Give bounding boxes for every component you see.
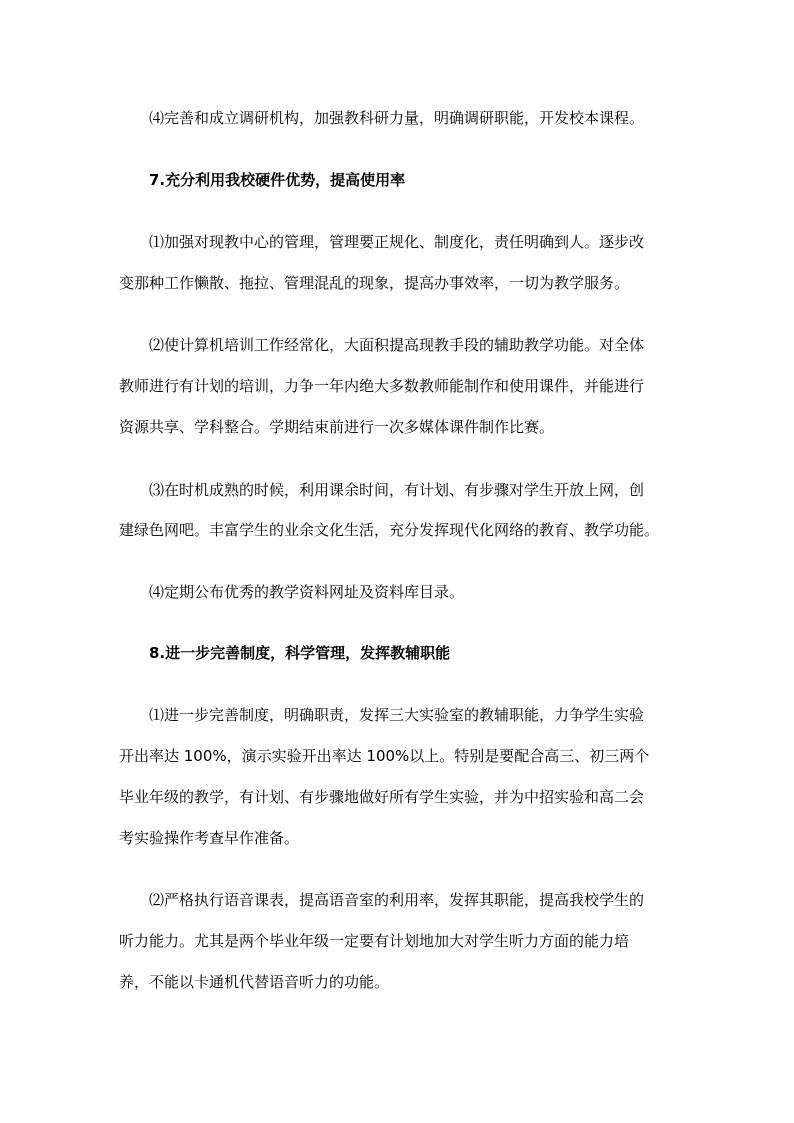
section-7-item-2-line-3: 资源共享、学科整合。学期结束前进行一次多媒体课件制作比赛。 — [119, 418, 555, 436]
section-7-item-3-line-2: 建绿色网吧。丰富学生的业余文化生活，充分发挥现代化网络的教育、教学功能。 — [119, 521, 660, 539]
section-7-heading: 7.充分利用我校硬件优势，提高使用率 — [149, 171, 406, 189]
section-7-item-1-line-2: 变那种工作懒散、拖拉、管理混乱的现象，提高办事效率，一切为教学服务。 — [119, 274, 630, 292]
section-8-item-2-line-2: 听力能力。尤其是两个毕业年级一定要有计划地加大对学生听力方面的能力培 — [119, 932, 630, 950]
section-7-item-2-line-1: ⑵使计算机培训工作经常化，大面积提高现教手段的辅助教学功能。对全体 — [149, 336, 645, 354]
section-8-item-1-line-2: 开出率达 100%，演示实验开出率达 100%以上。特别是要配合高三、初三两个 — [119, 747, 650, 765]
section-8-item-1-line-3: 毕业年级的教学，有计划、有步骤地做好所有学生实验，并为中招实验和高二会 — [119, 788, 645, 806]
section-8-item-1-line-1: ⑴进一步完善制度，明确职责，发挥三大实验室的教辅职能，力争学生实验 — [149, 706, 645, 724]
section-7-item-4-line-1: ⑷定期公布优秀的教学资料网址及资料库目录。 — [149, 583, 465, 601]
section-8-item-1-line-4: 考实验操作考查早作准备。 — [119, 829, 300, 847]
section-7-item-2-line-2: 教师进行有计划的培训，力争一年内绝大多数教师能制作和使用课件，并能进行 — [119, 377, 645, 395]
section-8-item-2-line-3: 养，不能以卡通机代替语音听力的功能。 — [119, 973, 390, 991]
paragraph-prev-item-4: ⑷完善和成立调研机构，加强教科研力量，明确调研职能，开发校本课程。 — [149, 109, 645, 127]
section-8-heading: 8.进一步完善制度，科学管理，发挥教辅职能 — [149, 644, 451, 662]
section-8-item-2-line-1: ⑵严格执行语音课表，提高语音室的利用率，发挥其职能，提高我校学生的 — [149, 891, 645, 909]
section-7-item-1-line-1: ⑴加强对现教中心的管理，管理要正规化、制度化，责任明确到人。逐步改 — [149, 233, 645, 251]
section-7-item-3-line-1: ⑶在时机成熟的时候，利用课余时间，有计划、有步骤对学生开放上网，创 — [149, 481, 645, 499]
